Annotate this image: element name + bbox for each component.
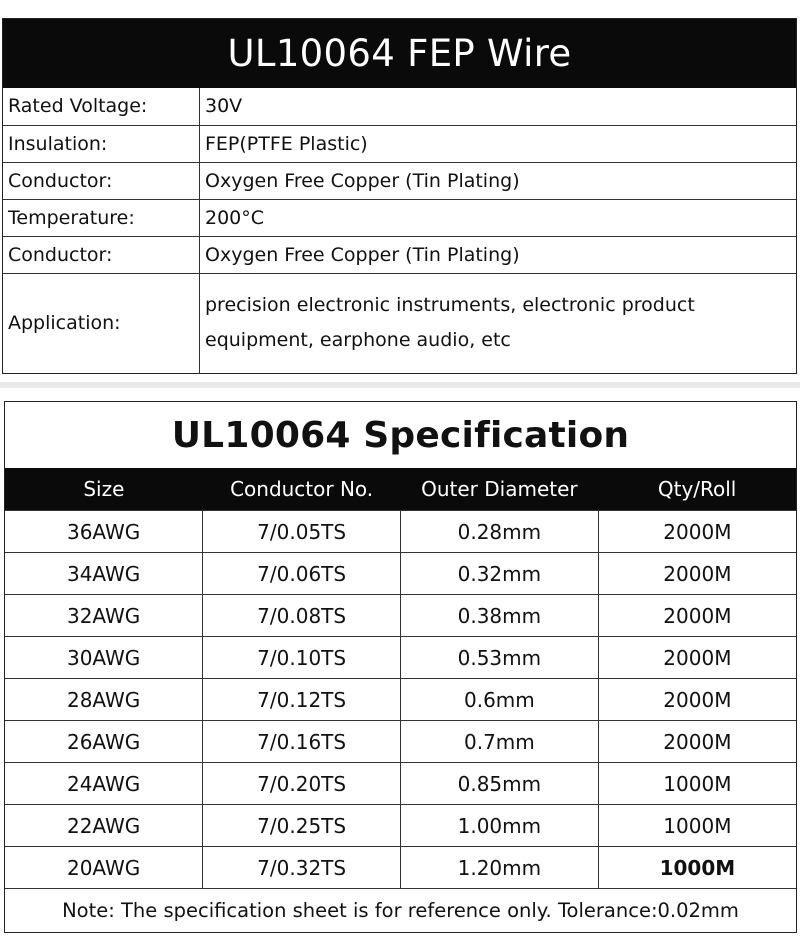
- size-cell: 20AWG: [5, 847, 203, 889]
- property-label: Application:: [3, 273, 200, 373]
- wire-title: UL10064 FEP Wire: [3, 19, 796, 88]
- spec-row: [5, 553, 796, 595]
- property-label: Conductor:: [3, 162, 200, 199]
- spec-row: [5, 511, 796, 553]
- property-label: Rated Voltage:: [3, 88, 200, 125]
- wire-properties-panel: [2, 18, 797, 374]
- size-cell: 34AWG: [5, 553, 203, 595]
- qty-cell: 2000M: [598, 637, 796, 679]
- spec-row: [5, 763, 796, 805]
- property-label: Temperature:: [3, 199, 200, 236]
- size-cell: 24AWG: [5, 763, 203, 805]
- diameter-cell: 0.32mm: [401, 553, 599, 595]
- qty-cell: 1000M: [598, 847, 796, 889]
- spec-row: [5, 805, 796, 847]
- property-label: Insulation:: [3, 125, 200, 162]
- size-cell: 30AWG: [5, 637, 203, 679]
- spec-header-row: [5, 468, 796, 511]
- property-row: [3, 236, 796, 273]
- qty-cell: 2000M: [598, 553, 796, 595]
- property-row: [3, 125, 796, 162]
- spec-table-body: [5, 511, 796, 889]
- diameter-cell: 0.85mm: [401, 763, 599, 805]
- conductor-cell: 7/0.20TS: [203, 763, 401, 805]
- conductor-cell: 7/0.32TS: [203, 847, 401, 889]
- conductor-cell: 7/0.25TS: [203, 805, 401, 847]
- spec-row: [5, 679, 796, 721]
- property-value: Oxygen Free Copper (Tin Plating): [200, 162, 797, 199]
- conductor-cell: 7/0.12TS: [203, 679, 401, 721]
- property-value: 30V: [200, 88, 797, 125]
- property-label: Conductor:: [3, 236, 200, 273]
- col-qty-header: Qty/Roll: [598, 468, 796, 511]
- qty-cell: 2000M: [598, 721, 796, 763]
- diameter-cell: 0.53mm: [401, 637, 599, 679]
- conductor-cell: 7/0.10TS: [203, 637, 401, 679]
- specification-panel: [4, 401, 797, 933]
- spec-title: UL10064 Specification: [171, 414, 630, 456]
- spec-row: [5, 847, 796, 889]
- property-row: [3, 199, 796, 236]
- conductor-cell: 7/0.05TS: [203, 511, 401, 553]
- diameter-cell: 0.7mm: [401, 721, 599, 763]
- spec-row: [5, 721, 796, 763]
- property-value: precision electronic instruments, electronic product equipment, earphone audio, etc: [200, 273, 797, 373]
- property-row: [3, 88, 796, 125]
- diameter-cell: 0.6mm: [401, 679, 599, 721]
- qty-cell: 2000M: [598, 511, 796, 553]
- size-cell: 36AWG: [5, 511, 203, 553]
- property-value: FEP(PTFE Plastic): [200, 125, 797, 162]
- diameter-cell: 0.38mm: [401, 595, 599, 637]
- col-conductor-header: Conductor No.: [203, 468, 401, 511]
- diameter-cell: 1.00mm: [401, 805, 599, 847]
- property-row: [3, 273, 796, 373]
- conductor-cell: 7/0.16TS: [203, 721, 401, 763]
- diameter-cell: 0.28mm: [401, 511, 599, 553]
- property-value: 200°C: [200, 199, 797, 236]
- property-row: [3, 162, 796, 199]
- size-cell: 26AWG: [5, 721, 203, 763]
- qty-cell: 1000M: [598, 805, 796, 847]
- conductor-cell: 7/0.08TS: [203, 595, 401, 637]
- spec-row: [5, 595, 796, 637]
- qty-cell: 1000M: [598, 763, 796, 805]
- section-divider: [0, 382, 800, 388]
- spec-table: [5, 468, 796, 889]
- qty-cell: 2000M: [598, 679, 796, 721]
- conductor-cell: 7/0.06TS: [203, 553, 401, 595]
- size-cell: 28AWG: [5, 679, 203, 721]
- diameter-cell: 1.20mm: [401, 847, 599, 889]
- qty-cell: 2000M: [598, 595, 796, 637]
- spec-note: Note: The specification sheet is for reference only. Tolerance:0.02mm: [62, 899, 739, 922]
- size-cell: 22AWG: [5, 805, 203, 847]
- property-value: Oxygen Free Copper (Tin Plating): [200, 236, 797, 273]
- spec-row: [5, 637, 796, 679]
- col-size-header: Size: [5, 468, 203, 511]
- col-diameter-header: Outer Diameter: [401, 468, 599, 511]
- size-cell: 32AWG: [5, 595, 203, 637]
- properties-table: [3, 88, 796, 373]
